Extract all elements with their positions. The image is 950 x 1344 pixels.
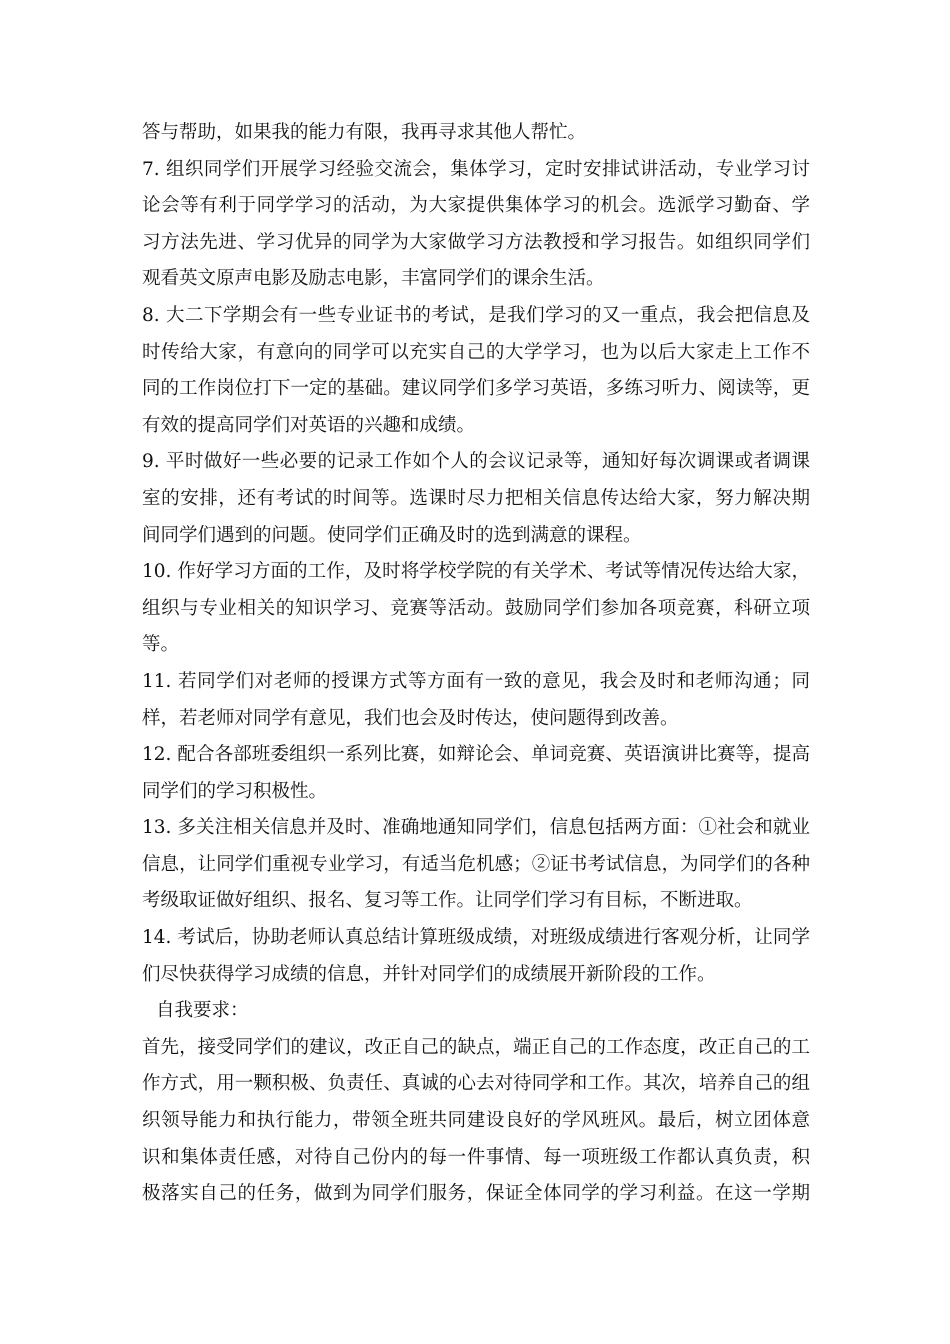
text-line: 首先，接受同学们的建议，改正自己的缺点，端正自己的工作态度，改正自己的工 bbox=[142, 1036, 810, 1058]
text-line: 观看英文原声电影及励志电影，丰富同学们的课余生活。 bbox=[142, 268, 605, 290]
text-line: 答与帮助，如果我的能力有限，我再寻求其他人帮忙。 bbox=[142, 122, 587, 143]
text-line: 室的安排，还有考试的时间等。选课时尽力把相关信息传达给大家，努力解决期 bbox=[142, 487, 810, 509]
text-line: 作方式，用一颗积极、负责任、真诚的心去对待同学和工作。其次，培养自己的组 bbox=[142, 1073, 810, 1095]
text-line: 时传给大家，有意向的同学可以充实自己的大学学习，也为以后大家走上工作不 bbox=[142, 341, 810, 363]
section-heading: 自我要求： bbox=[156, 1000, 249, 1022]
text-line: 们尽快获得学习成绩的信息，并针对同学们的成绩展开新阶段的工作。 bbox=[142, 963, 716, 985]
text-line: 考级取证做好组织、报名、复习等工作。让同学们学习有目标，不断进取。 bbox=[142, 890, 753, 912]
text-line: 极落实自己的任务，做到为同学们服务，保证全体同学的学习利益。在这一学期 bbox=[142, 1183, 810, 1205]
text-line: 有效的提高同学们对英语的兴趣和成绩。 bbox=[142, 414, 476, 436]
text-line: 12. 配合各部班委组织一系列比赛，如辩论会、单词竞赛、英语演讲比赛等，提高 bbox=[142, 744, 810, 766]
text-line: 等。 bbox=[142, 634, 180, 656]
text-line: 习方法先进、学习优异的同学为大家做学习方法教授和学习报告。如组织同学们 bbox=[142, 231, 810, 253]
text-line: 9. 平时做好一些必要的记录工作如个人的会议记录等，通知好每次调课或者调课 bbox=[142, 451, 810, 473]
text-line: 间同学们遇到的问题。使同学们正确及时的选到满意的课程。 bbox=[142, 524, 642, 546]
text-line: 同学们的学习积极性。 bbox=[142, 780, 328, 802]
text-line: 识和集体责任感，对待自己份内的每一件事情、每一项班级工作都认真负责，积 bbox=[142, 1146, 810, 1168]
text-line: 组织与专业相关的知识学习、竞赛等活动。鼓励同学们参加各项竞赛，科研立项 bbox=[142, 597, 810, 619]
document-body bbox=[142, 115, 810, 1213]
text-line: 13. 多关注相关信息并及时、准确地通知同学们，信息包括两方面：①社会和就业 bbox=[142, 817, 810, 839]
text-line: 织领导能力和执行能力，带领全班共同建设良好的学风班风。最后，树立团体意 bbox=[142, 1110, 810, 1132]
text-line: 10. 作好学习方面的工作，及时将学校学院的有关学术、考试等情况传达给大家， bbox=[142, 561, 810, 583]
text-line: 同的工作岗位打下一定的基础。建议同学们多学习英语，多练习听力、阅读等，更 bbox=[142, 378, 810, 400]
text-line: 7. 组织同学们开展学习经验交流会，集体学习，定时安排试讲活动，专业学习讨 bbox=[142, 158, 810, 180]
text-line: 8. 大二下学期会有一些专业证书的考试，是我们学习的又一重点，我会把信息及 bbox=[142, 304, 810, 326]
text-line: 信息，让同学们重视专业学习，有适当危机感；②证书考试信息，为同学们的各种 bbox=[142, 853, 810, 875]
text-line: 样，若老师对同学有意见，我们也会及时传达，使问题得到改善。 bbox=[142, 707, 679, 729]
text-line: 11. 若同学们对老师的授课方式等方面有一致的意见，我会及时和老师沟通；同 bbox=[142, 670, 810, 692]
text-line: 14. 考试后，协助老师认真总结计算班级成绩，对班级成绩进行客观分析，让同学 bbox=[142, 927, 810, 949]
text-line: 论会等有利于同学学习的活动，为大家提供集体学习的机会。选派学习勤奋、学 bbox=[142, 195, 810, 217]
